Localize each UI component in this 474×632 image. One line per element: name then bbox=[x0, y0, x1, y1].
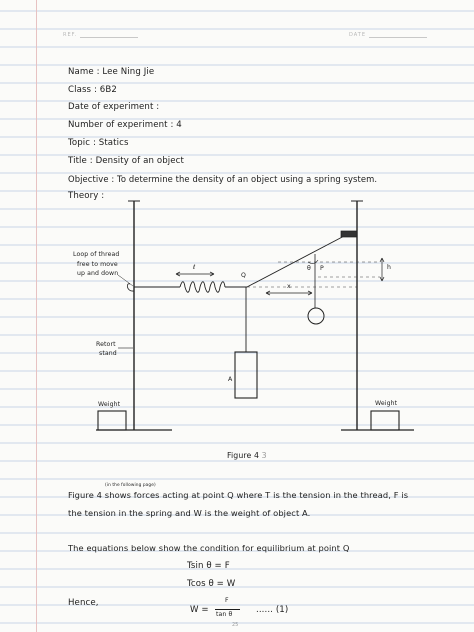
theta-label: θ bbox=[307, 265, 311, 272]
equation-3-lhs: W = bbox=[190, 605, 209, 615]
page-number: 25 bbox=[232, 622, 239, 628]
figure-caption bbox=[227, 451, 267, 460]
retort-label-line2: stand bbox=[99, 350, 117, 357]
name-line: Name : Lee Ning Jie bbox=[68, 67, 155, 77]
title-line: Title : Density of an object bbox=[68, 156, 184, 166]
weight-left-label: Weight bbox=[98, 401, 121, 408]
weight-right-label: Weight bbox=[375, 400, 398, 407]
paragraph1-line1: Figure 4 shows forces acting at point Q where T is the tension in the thread, F is bbox=[68, 490, 409, 500]
hence-label: Hence, bbox=[68, 598, 99, 608]
objective-line: Objective : To determine the density of an object using a spring system. bbox=[68, 174, 378, 184]
object-a-label: A bbox=[228, 376, 233, 383]
class-line: Class : 6B2 bbox=[68, 85, 117, 95]
figure-ghost-number: 3 bbox=[261, 451, 267, 460]
spring-length-label: ℓ bbox=[193, 264, 196, 271]
ref-label: REF. bbox=[63, 32, 78, 38]
paragraph2-line: The equations below show the condition for equilibrium at point Q bbox=[68, 543, 350, 553]
experiment-number-line: Number of experiment : 4 bbox=[68, 120, 182, 130]
date-label: DATE bbox=[349, 32, 367, 38]
point-p-label: P bbox=[320, 265, 324, 272]
loop-label-line1: Loop of thread bbox=[73, 251, 120, 258]
distance-x-label: x bbox=[287, 283, 291, 290]
equation-3-denominator: tan θ bbox=[216, 611, 233, 618]
height-label: h bbox=[387, 264, 392, 271]
retort-label-line1: Retort bbox=[96, 341, 116, 348]
point-q-label: Q bbox=[241, 272, 246, 279]
equation-1: Tsin θ = F bbox=[187, 561, 230, 571]
equation-3-numerator: F bbox=[225, 597, 229, 604]
loop-label-line2: free to move bbox=[77, 261, 118, 268]
paragraph1-line2: the tension in the spring and W is the weight of object A. bbox=[68, 508, 311, 518]
fraction-bar bbox=[215, 609, 240, 610]
figure-caption-text: Figure 4 bbox=[227, 451, 260, 460]
equation-2: Tcos θ = W bbox=[187, 579, 236, 589]
following-page-note: (in the following page) bbox=[105, 483, 156, 488]
loop-label-line3: up and down bbox=[77, 270, 119, 277]
theory-line: Theory : bbox=[68, 191, 105, 201]
topic-line: Topic : Statics bbox=[68, 138, 129, 148]
date-line: Date of experiment : bbox=[68, 102, 160, 112]
equation-3-tag: ...... (1) bbox=[256, 605, 289, 615]
